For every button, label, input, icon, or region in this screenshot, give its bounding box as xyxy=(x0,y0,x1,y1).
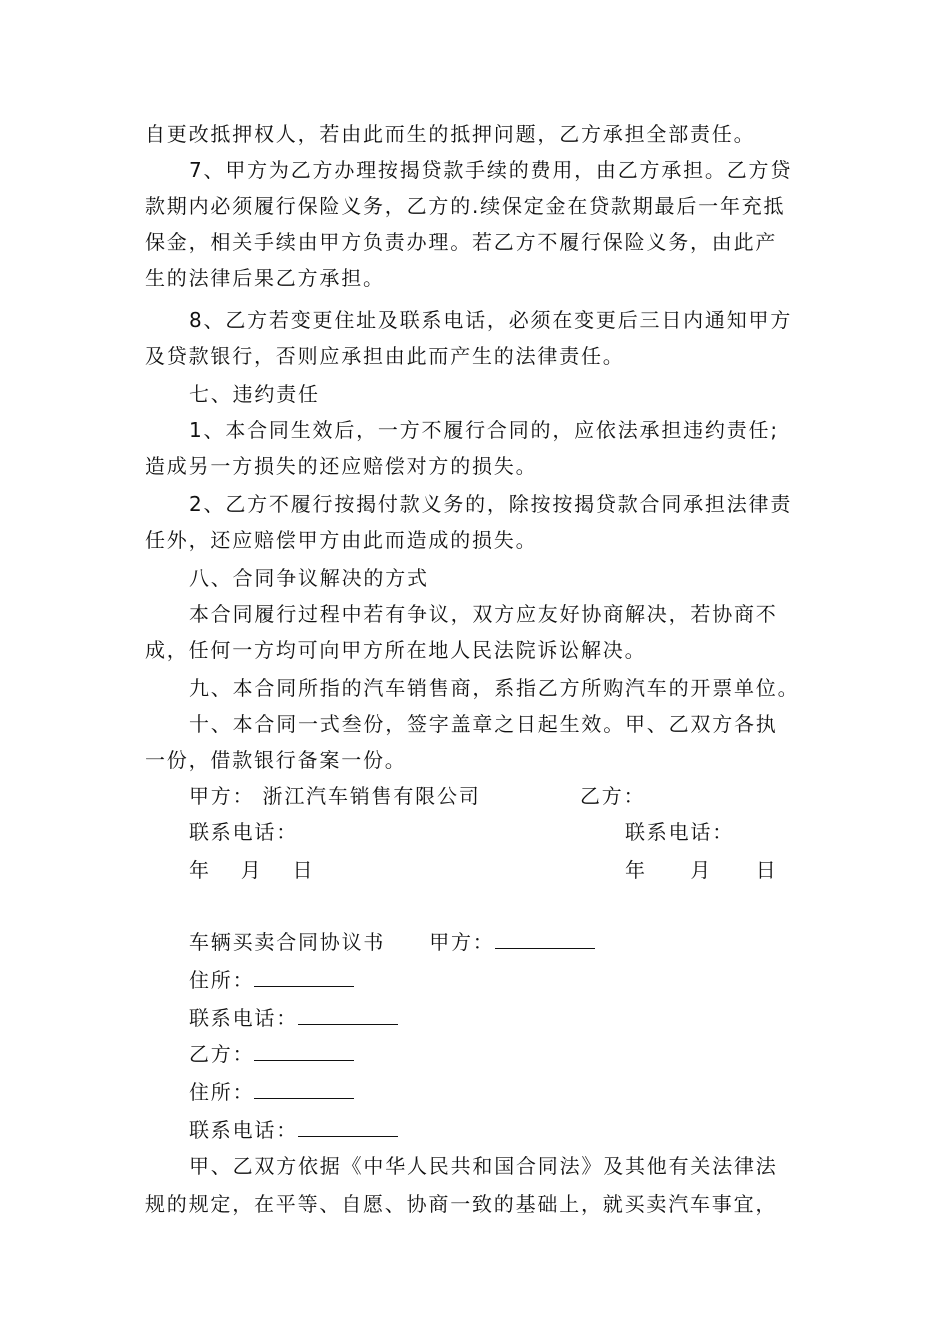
signature-phone-a: 联系电话： xyxy=(189,820,298,844)
party-a-blank xyxy=(495,930,595,949)
text-line: 7、甲方为乙方办理按揭贷款手续的费用，由乙方承担。乙方贷 xyxy=(189,158,793,182)
party-b-blank xyxy=(254,1042,354,1061)
form-phone-label: 联系电话： xyxy=(189,1006,298,1030)
section-heading: 八、合同争议解决的方式 xyxy=(189,566,429,590)
text-line: 2、乙方不履行按揭付款义务的，除按按揭贷款合同承担法律责 xyxy=(189,492,793,516)
text-line: 自更改抵押权人，若由此而生的抵押问题，乙方承担全部责任。 xyxy=(145,122,756,146)
text-line: 九、本合同所指的汽车销售商，系指乙方所购汽车的开票单位。 xyxy=(189,676,800,700)
phone-blank xyxy=(298,1118,398,1137)
signature-date-b: 年 月 日 xyxy=(625,858,778,882)
form-party-b-label: 乙方： xyxy=(189,1042,255,1066)
address-blank xyxy=(254,968,354,987)
text-line: 款期内必须履行保险义务，乙方的.续保定金在贷款期最后一年充抵 xyxy=(145,194,786,218)
address-blank xyxy=(254,1080,354,1099)
form-phone-row xyxy=(189,1004,398,1032)
text-line: 成，任何一方均可向甲方所在地人民法院诉讼解决。 xyxy=(145,638,647,662)
form-phone-label: 联系电话： xyxy=(189,1118,298,1142)
form-party-a-label: 甲方： xyxy=(429,930,495,954)
form-address-row xyxy=(189,966,354,994)
text-line: 十、本合同一式叁份，签字盖章之日起生效。甲、乙双方各执 xyxy=(189,712,778,736)
text-line: 保金，相关手续由甲方负责办理。若乙方不履行保险义务，由此产 xyxy=(145,230,778,254)
phone-blank xyxy=(298,1006,398,1025)
signature-phone-b: 联系电话： xyxy=(625,820,734,844)
form-title-row xyxy=(189,928,595,956)
text-line: 8、乙方若变更住址及联系电话，必须在变更后三日内通知甲方 xyxy=(189,308,793,332)
text-line: 甲、乙双方依据《中华人民共和国合同法》及其他有关法律法 xyxy=(189,1154,778,1178)
text-line: 一份，借款银行备案一份。 xyxy=(145,748,407,772)
signature-date-a: 年 月 日 xyxy=(189,858,315,882)
text-line: 1、本合同生效后，一方不履行合同的，应依法承担违约责任; xyxy=(189,418,779,442)
text-line: 造成另一方损失的还应赔偿对方的损失。 xyxy=(145,454,538,478)
form-title: 车辆买卖合同协议书 xyxy=(189,930,386,954)
form-phone-row xyxy=(189,1116,398,1144)
text-line: 规的规定，在平等、自愿、协商一致的基础上，就买卖汽车事宜， xyxy=(145,1192,778,1216)
form-address-label: 住所： xyxy=(189,968,255,992)
text-line: 及贷款银行，否则应承担由此而产生的法律责任。 xyxy=(145,344,625,368)
text-line: 生的法律后果乙方承担。 xyxy=(145,266,385,290)
signature-party-a: 甲方： 浙江汽车销售有限公司 xyxy=(189,784,481,808)
text-line: 任外，还应赔偿甲方由此而造成的损失。 xyxy=(145,528,538,552)
form-address-label: 住所： xyxy=(189,1080,255,1104)
text-line: 本合同履行过程中若有争议，双方应友好协商解决，若协商不 xyxy=(189,602,778,626)
signature-party-b: 乙方： xyxy=(580,784,646,808)
form-address-row xyxy=(189,1078,354,1106)
form-party-b-row xyxy=(189,1040,354,1068)
section-heading: 七、违约责任 xyxy=(189,382,320,406)
